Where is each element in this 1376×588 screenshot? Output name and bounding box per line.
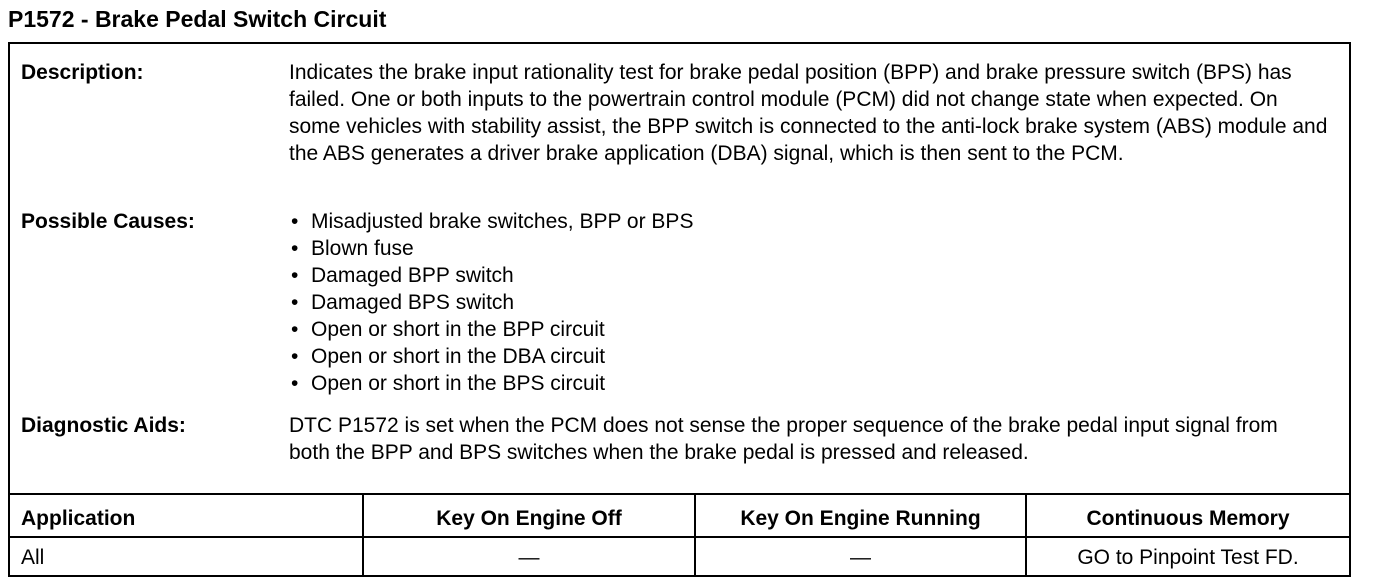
list-item: • Damaged BPP switch <box>291 264 514 287</box>
description-label: Description: <box>21 61 144 84</box>
diagnostic-aids-section <box>289 412 1319 466</box>
table-header-koer: Key On Engine Running <box>740 507 981 530</box>
list-item: • Open or short in the DBA circuit <box>291 345 606 368</box>
table-cell-koeo: — <box>518 546 540 569</box>
bullet-icon: • <box>291 264 299 287</box>
diagnostic-aids-text: DTC P1572 is set when the PCM does not sense the proper sequence of the brake pedal input signal from both the BPP and BPS switches when the brake pedal is pressed and released. <box>289 414 1278 464</box>
description-section <box>289 59 1329 167</box>
list-item: • Blown fuse <box>291 237 414 260</box>
pinpoint-test-link[interactable]: GO to Pinpoint Test FD. <box>1077 546 1299 569</box>
table-header-application: Application <box>21 507 136 530</box>
diagnostic-aids-label: Diagnostic Aids: <box>21 414 186 437</box>
bullet-icon: • <box>291 237 299 260</box>
table-cell-application: All <box>21 546 45 569</box>
table-header-koeo: Key On Engine Off <box>436 507 622 530</box>
bullet-icon: • <box>291 372 299 395</box>
bullet-icon: • <box>291 345 299 368</box>
bullet-icon: • <box>291 318 299 341</box>
bullet-icon: • <box>291 291 299 314</box>
description-text: Indicates the brake input rationality test for brake pedal position (BPP) and brake pressure switch (BPS) has failed. One or both inputs to the powertrain control module (PCM) did not change state when expected. On some vehicles with stability assist, the BPP switch is connected to the anti-lock brake system (ABS) module and the ABS generates a driver brake application (DBA) signal, which is then sent to the PCM. <box>289 61 1328 165</box>
page-title: P1572 - Brake Pedal Switch Circuit <box>8 6 387 32</box>
table-top-border <box>10 493 1349 495</box>
table-header-continuous-memory: Continuous Memory <box>1086 507 1290 530</box>
possible-causes-list <box>289 208 1339 397</box>
possible-causes-section <box>289 208 1339 397</box>
bullet-icon: • <box>291 210 299 233</box>
table-row-divider <box>10 536 1349 538</box>
list-item: • Open or short in the BPS circuit <box>291 372 606 395</box>
list-item: • Open or short in the BPP circuit <box>291 318 605 341</box>
dtc-info-box <box>8 42 1351 577</box>
table-cell-koer: — <box>850 546 871 569</box>
list-item: • Damaged BPS switch <box>291 291 515 314</box>
list-item: • Misadjusted brake switches, BPP or BPS <box>291 210 694 233</box>
possible-causes-label: Possible Causes: <box>21 210 195 233</box>
